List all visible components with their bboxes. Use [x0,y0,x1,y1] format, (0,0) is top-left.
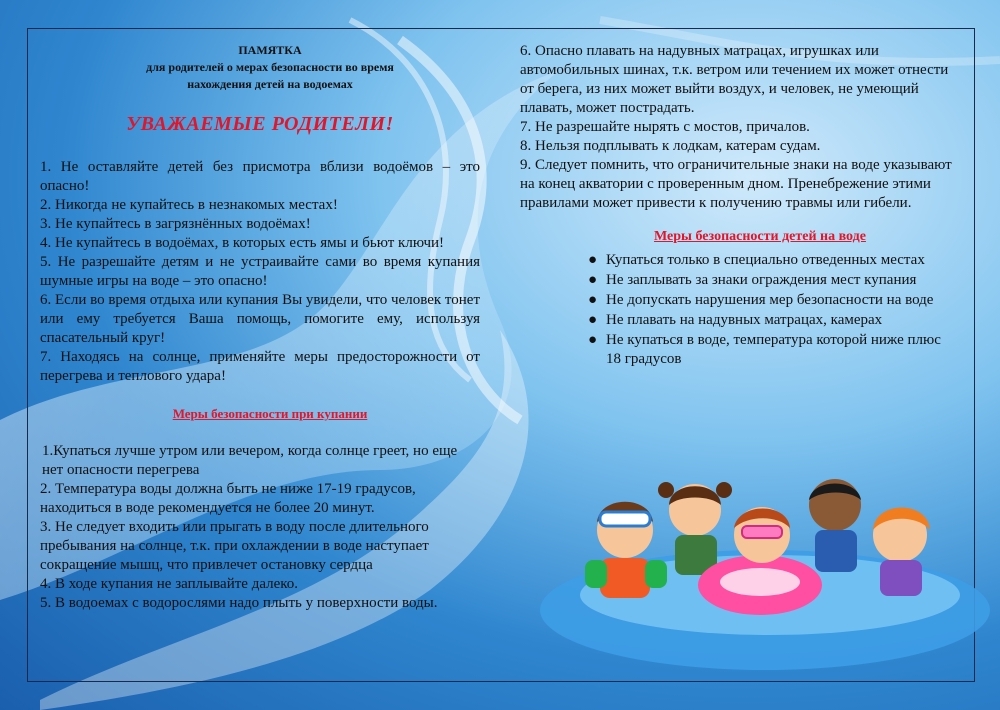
bullet-icon: ● [588,252,598,268]
memo-subtitle-2: нахождения детей на водоемах [187,77,353,91]
bullet-icon: ● [588,332,598,348]
bathing-rule-item: 4. В ходе купания не заплывайте далеко. [40,576,299,592]
bathing-rules [40,442,480,613]
children-swimming-illustration [530,460,1000,710]
list-item-text: Не заплывать за знаки ограждения мест купания [606,272,917,288]
list-item-text: Не плавать на надувных матрацах, камерах [606,312,883,328]
bathing-rule-item: 5. В водоемах с водорослями надо плыть у поверхности воды. [40,595,438,611]
child-icon [873,508,930,597]
list-item [520,331,944,369]
list-item-text: Купаться только в специально отведенных местах [606,252,925,268]
memo-title: ПАМЯТКА [238,43,302,57]
bathing-heading: Меры безопасности при купании [172,406,368,421]
child-icon [585,502,667,598]
rule-item: 6. Опасно плавать на надувных матрацах, игрушках или автомобильных шинах, т.к. ветром или течением их может отнести от берега, из них может выйти воздух, и человек, не умеющий плавать, может пострадать. [520,43,949,116]
general-rules [40,158,480,386]
rule-item: 4. Не купайтесь в водоёмах, в которых есть ямы и бьют ключи! [40,235,445,251]
rule-item: 1. Не оставляйте детей без присмотра вблизи водоёмов – это опасно! [40,159,480,194]
additional-rules [520,42,960,213]
bullet-icon: ● [588,272,598,288]
memo-subtitle-1: для родителей о мерах безопасности во время [146,60,394,74]
list-item [520,251,944,270]
child-icon [809,479,861,572]
right-column [520,42,960,370]
left-column [40,42,480,613]
rule-item: 6. Если во время отдыха или купания Вы увидели, что человек тонет или ему требуется Ваша помощь, помогите ему, используя спасательный круг! [40,292,480,346]
children-rules-list [520,251,960,369]
rule-item: 3. Не купайтесь в загрязнённых водоёмах! [40,216,311,232]
bullet-icon: ● [588,312,598,328]
list-item-text: Не купаться в воде, температура которой ниже плюс 18 градусов [606,332,941,367]
greeting: УВАЖАЕМЫЕ РОДИТЕЛИ! [126,113,394,135]
rule-item: 8. Нельзя подплывать к лодкам, катерам судам. [520,138,821,154]
rule-item: 9. Следует помнить, что ограничительные знаки на воде указывают на конец акватории с проверенным дном. Пренебрежение этими правилами может привести к получению травмы или гибели. [520,157,952,211]
rule-item: 7. Не разрешайте нырять с мостов, причалов. [520,119,810,135]
list-item-text: Не допускать нарушения мер безопасности на воде [606,292,934,308]
list-item [520,311,944,330]
memo-header [60,42,480,93]
list-item [520,291,944,310]
rule-item: 7. Находясь на солнце, применяйте меры предосторожности от перегрева и теплового удара! [40,349,480,384]
bullet-icon: ● [588,292,598,308]
rule-item: 5. Не разрешайте детям и не устраивайте сами во время купания шумные игры на воде – это опасно! [40,254,480,289]
bathing-rule-item: 2. Температура воды должна быть не ниже 17-19 градусов, находиться в воде рекомендуется не более 20 минут. [40,481,416,516]
bathing-rule-item: 1.Купаться лучше утром или вечером, когда солнце греет, но еще нет опасности перегрева [42,443,458,478]
bathing-rule-item: 3. Не следует входить или прыгать в воду после длительного пребывания на солнце, т.к. при охлаждении в воде наступает сокращение мышц, что привлечет остановку сердца [40,519,429,573]
rule-item: 2. Никогда не купайтесь в незнакомых местах! [40,197,338,213]
list-item [520,271,944,290]
children-heading: Меры безопасности детей на воде [654,229,866,244]
